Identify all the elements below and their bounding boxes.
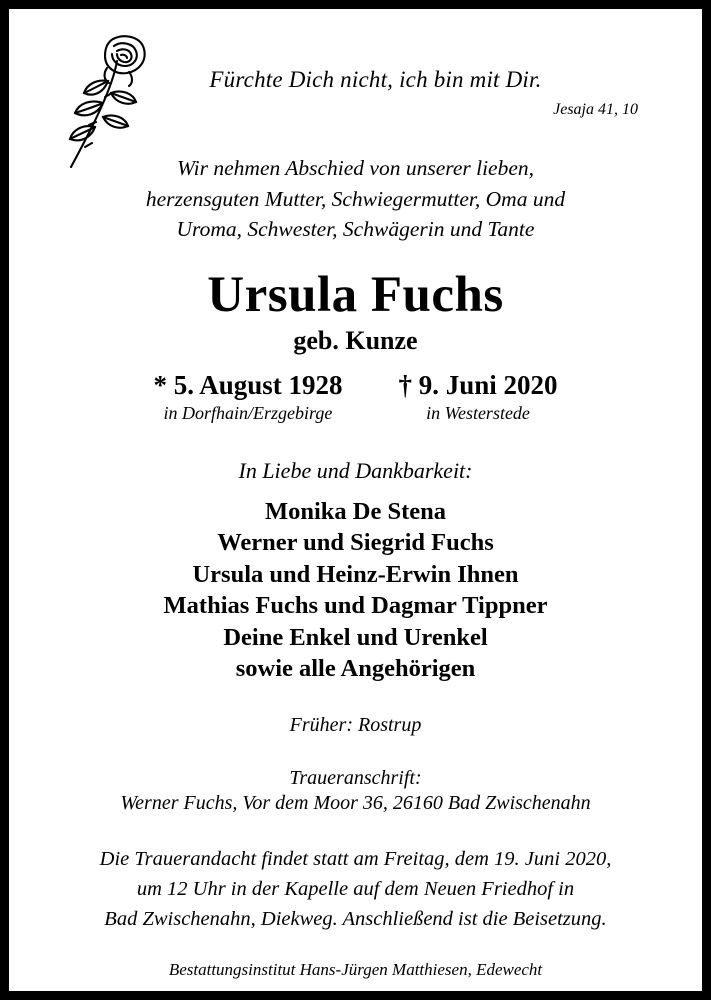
intro-line: Uroma, Schwester, Schwägerin und Tante xyxy=(176,217,535,242)
family-list xyxy=(164,496,548,684)
family-member: Monika De Stena xyxy=(264,498,447,526)
dedication-text: In Liebe und Dankbarkeit: xyxy=(238,458,473,484)
rose-illustration-icon xyxy=(51,27,161,177)
death-date: † 9. Juni 2020 xyxy=(398,370,558,401)
birth-place: in Dorfhain/Erzgebirge xyxy=(163,403,333,424)
birth-date: * 5. August 1928 xyxy=(153,370,343,401)
deceased-name: Ursula Fuchs xyxy=(207,266,504,323)
life-dates xyxy=(35,370,676,424)
family-member: Deine Enkel und Urenkel xyxy=(223,623,488,651)
service-details xyxy=(100,845,612,934)
family-member: Werner und Siegrid Fuchs xyxy=(217,529,494,557)
former-residence: Früher: Rostrup xyxy=(289,714,422,737)
verse-text: Fürchte Dich nicht, ich bin mit Dir. xyxy=(209,67,542,92)
service-line: Die Trauerandacht findet statt am Freitag, dem 19. Juni 2020, xyxy=(99,848,612,871)
service-line: Bad Zwischenahn, Diekweg. Anschließend ist die Beisetzung. xyxy=(104,907,607,930)
funeral-institute: Bestattungsinstitut Hans-Jürgen Matthiesen, Edewecht xyxy=(168,960,543,980)
service-line: um 12 Uhr in der Kapelle auf dem Neuen Friedhof in xyxy=(136,877,575,900)
family-member: Mathias Fuchs und Dagmar Tippner xyxy=(163,592,548,620)
family-member: Ursula und Heinz-Erwin Ihnen xyxy=(192,560,519,588)
intro-line: herzensguten Mutter, Schwiegermutter, Oma und xyxy=(145,186,566,211)
maiden-name: geb. Kunze xyxy=(293,326,418,356)
intro-text xyxy=(146,153,565,245)
verse-reference: Jesaja 41, 10 xyxy=(553,101,638,118)
family-member: sowie alle Angehörigen xyxy=(235,654,476,682)
birth-block xyxy=(153,370,342,424)
mourning-address-label: Traueranschrift: xyxy=(289,767,422,790)
intro-line: Wir nehmen Abschied von unserer lieben, xyxy=(176,156,535,180)
death-place: in Westerstede xyxy=(426,403,530,424)
death-block xyxy=(399,370,558,424)
mourning-address: Werner Fuchs, Vor dem Moor 36, 26160 Bad Zwischenahn xyxy=(120,792,591,815)
